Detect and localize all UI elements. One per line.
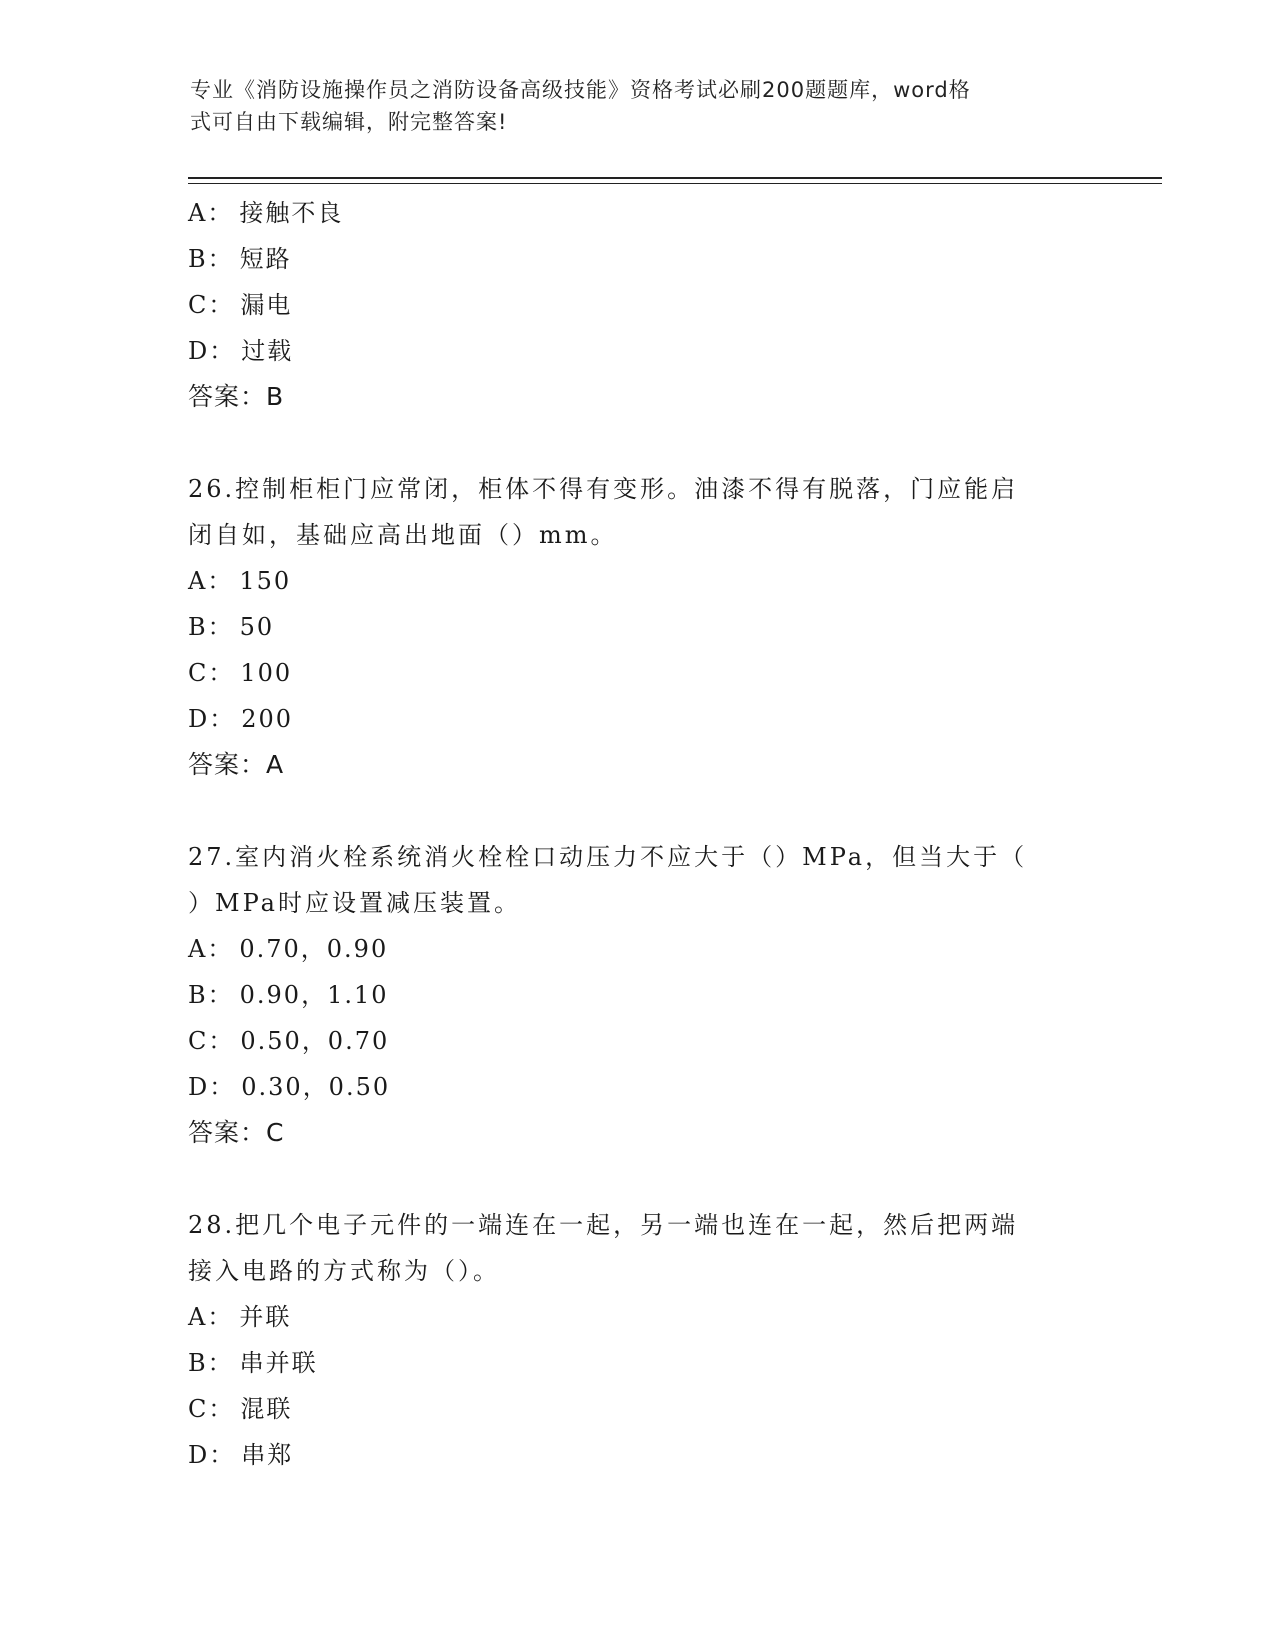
option-text: 接触不良 [239, 199, 344, 227]
question-text [188, 834, 1088, 926]
option-c [188, 1386, 1088, 1432]
option-letter: D： [188, 705, 236, 733]
option-text: 并联 [239, 1303, 292, 1331]
header-line-1: 专业《消防设施操作员之消防设备高级技能》资格考试必刷200题题库，word格 [190, 78, 971, 102]
option-b [188, 1340, 1088, 1386]
question-block-25-continued [188, 190, 1088, 420]
spacer [188, 1156, 1088, 1202]
option-letter: C： [188, 659, 235, 687]
option-letter: B： [188, 981, 234, 1009]
option-letter: B： [188, 1349, 234, 1377]
option-d [188, 328, 1088, 374]
question-block-28 [188, 1202, 1088, 1478]
question-line-1: 27.室内消火栓系统消火栓栓口动压力不应大于（）MPa，但当大于（ [188, 843, 1028, 871]
question-block-27 [188, 834, 1088, 1156]
option-text: 0.30，0.50 [241, 1073, 391, 1101]
question-line-2: 接入电路的方式称为（）。 [188, 1257, 500, 1285]
answer-line: 答案：C [188, 1118, 285, 1147]
option-letter: A： [188, 935, 234, 963]
question-text [188, 466, 1088, 558]
option-letter: B： [188, 613, 234, 641]
option-text: 50 [239, 613, 275, 641]
option-text: 混联 [240, 1395, 293, 1423]
option-letter: B： [188, 245, 234, 273]
option-a [188, 190, 1088, 236]
option-a [188, 558, 1088, 604]
page-header [190, 74, 1090, 138]
option-letter: A： [188, 1303, 234, 1331]
option-letter: A： [188, 199, 234, 227]
option-letter: D： [188, 1073, 236, 1101]
option-text: 0.70，0.90 [239, 935, 389, 963]
question-line-1: 28.把几个电子元件的一端连在一起，另一端也连在一起，然后把两端 [188, 1211, 1019, 1239]
spacer [188, 420, 1088, 466]
option-b [188, 236, 1088, 282]
option-c [188, 650, 1088, 696]
question-list [188, 190, 1088, 1478]
option-text: 串并联 [239, 1349, 318, 1377]
option-d [188, 1064, 1088, 1110]
option-text: 过载 [241, 337, 294, 365]
answer-line: 答案：B [188, 382, 285, 411]
spacer [188, 788, 1088, 834]
question-block-26 [188, 466, 1088, 788]
option-b [188, 604, 1088, 650]
option-d [188, 1432, 1088, 1478]
option-c [188, 282, 1088, 328]
option-a [188, 926, 1088, 972]
header-rule-thin [188, 183, 1162, 184]
option-text: 短路 [239, 245, 292, 273]
option-text: 0.50，0.70 [240, 1027, 390, 1055]
option-text: 0.90，1.10 [239, 981, 389, 1009]
option-letter: A： [188, 567, 234, 595]
option-b [188, 972, 1088, 1018]
option-a [188, 1294, 1088, 1340]
option-d [188, 696, 1088, 742]
answer-line: 答案：A [188, 750, 285, 779]
question-text [188, 1202, 1088, 1294]
option-c [188, 1018, 1088, 1064]
option-letter: D： [188, 1441, 236, 1469]
option-text: 串郑 [241, 1441, 294, 1469]
option-text: 100 [240, 659, 293, 687]
option-letter: C： [188, 1395, 235, 1423]
option-text: 200 [241, 705, 294, 733]
header-line-2: 式可自由下载编辑，附完整答案! [190, 110, 508, 134]
option-text: 150 [239, 567, 292, 595]
question-line-2: ）MPa时应设置减压装置。 [188, 889, 521, 917]
option-text: 漏电 [240, 291, 293, 319]
header-rule-thick [188, 177, 1162, 179]
question-line-1: 26.控制柜柜门应常闭，柜体不得有变形。油漆不得有脱落，门应能启 [188, 475, 1019, 503]
option-letter: D： [188, 337, 236, 365]
question-line-2: 闭自如，基础应高出地面（）mm。 [188, 521, 618, 549]
option-letter: C： [188, 291, 235, 319]
option-letter: C： [188, 1027, 235, 1055]
